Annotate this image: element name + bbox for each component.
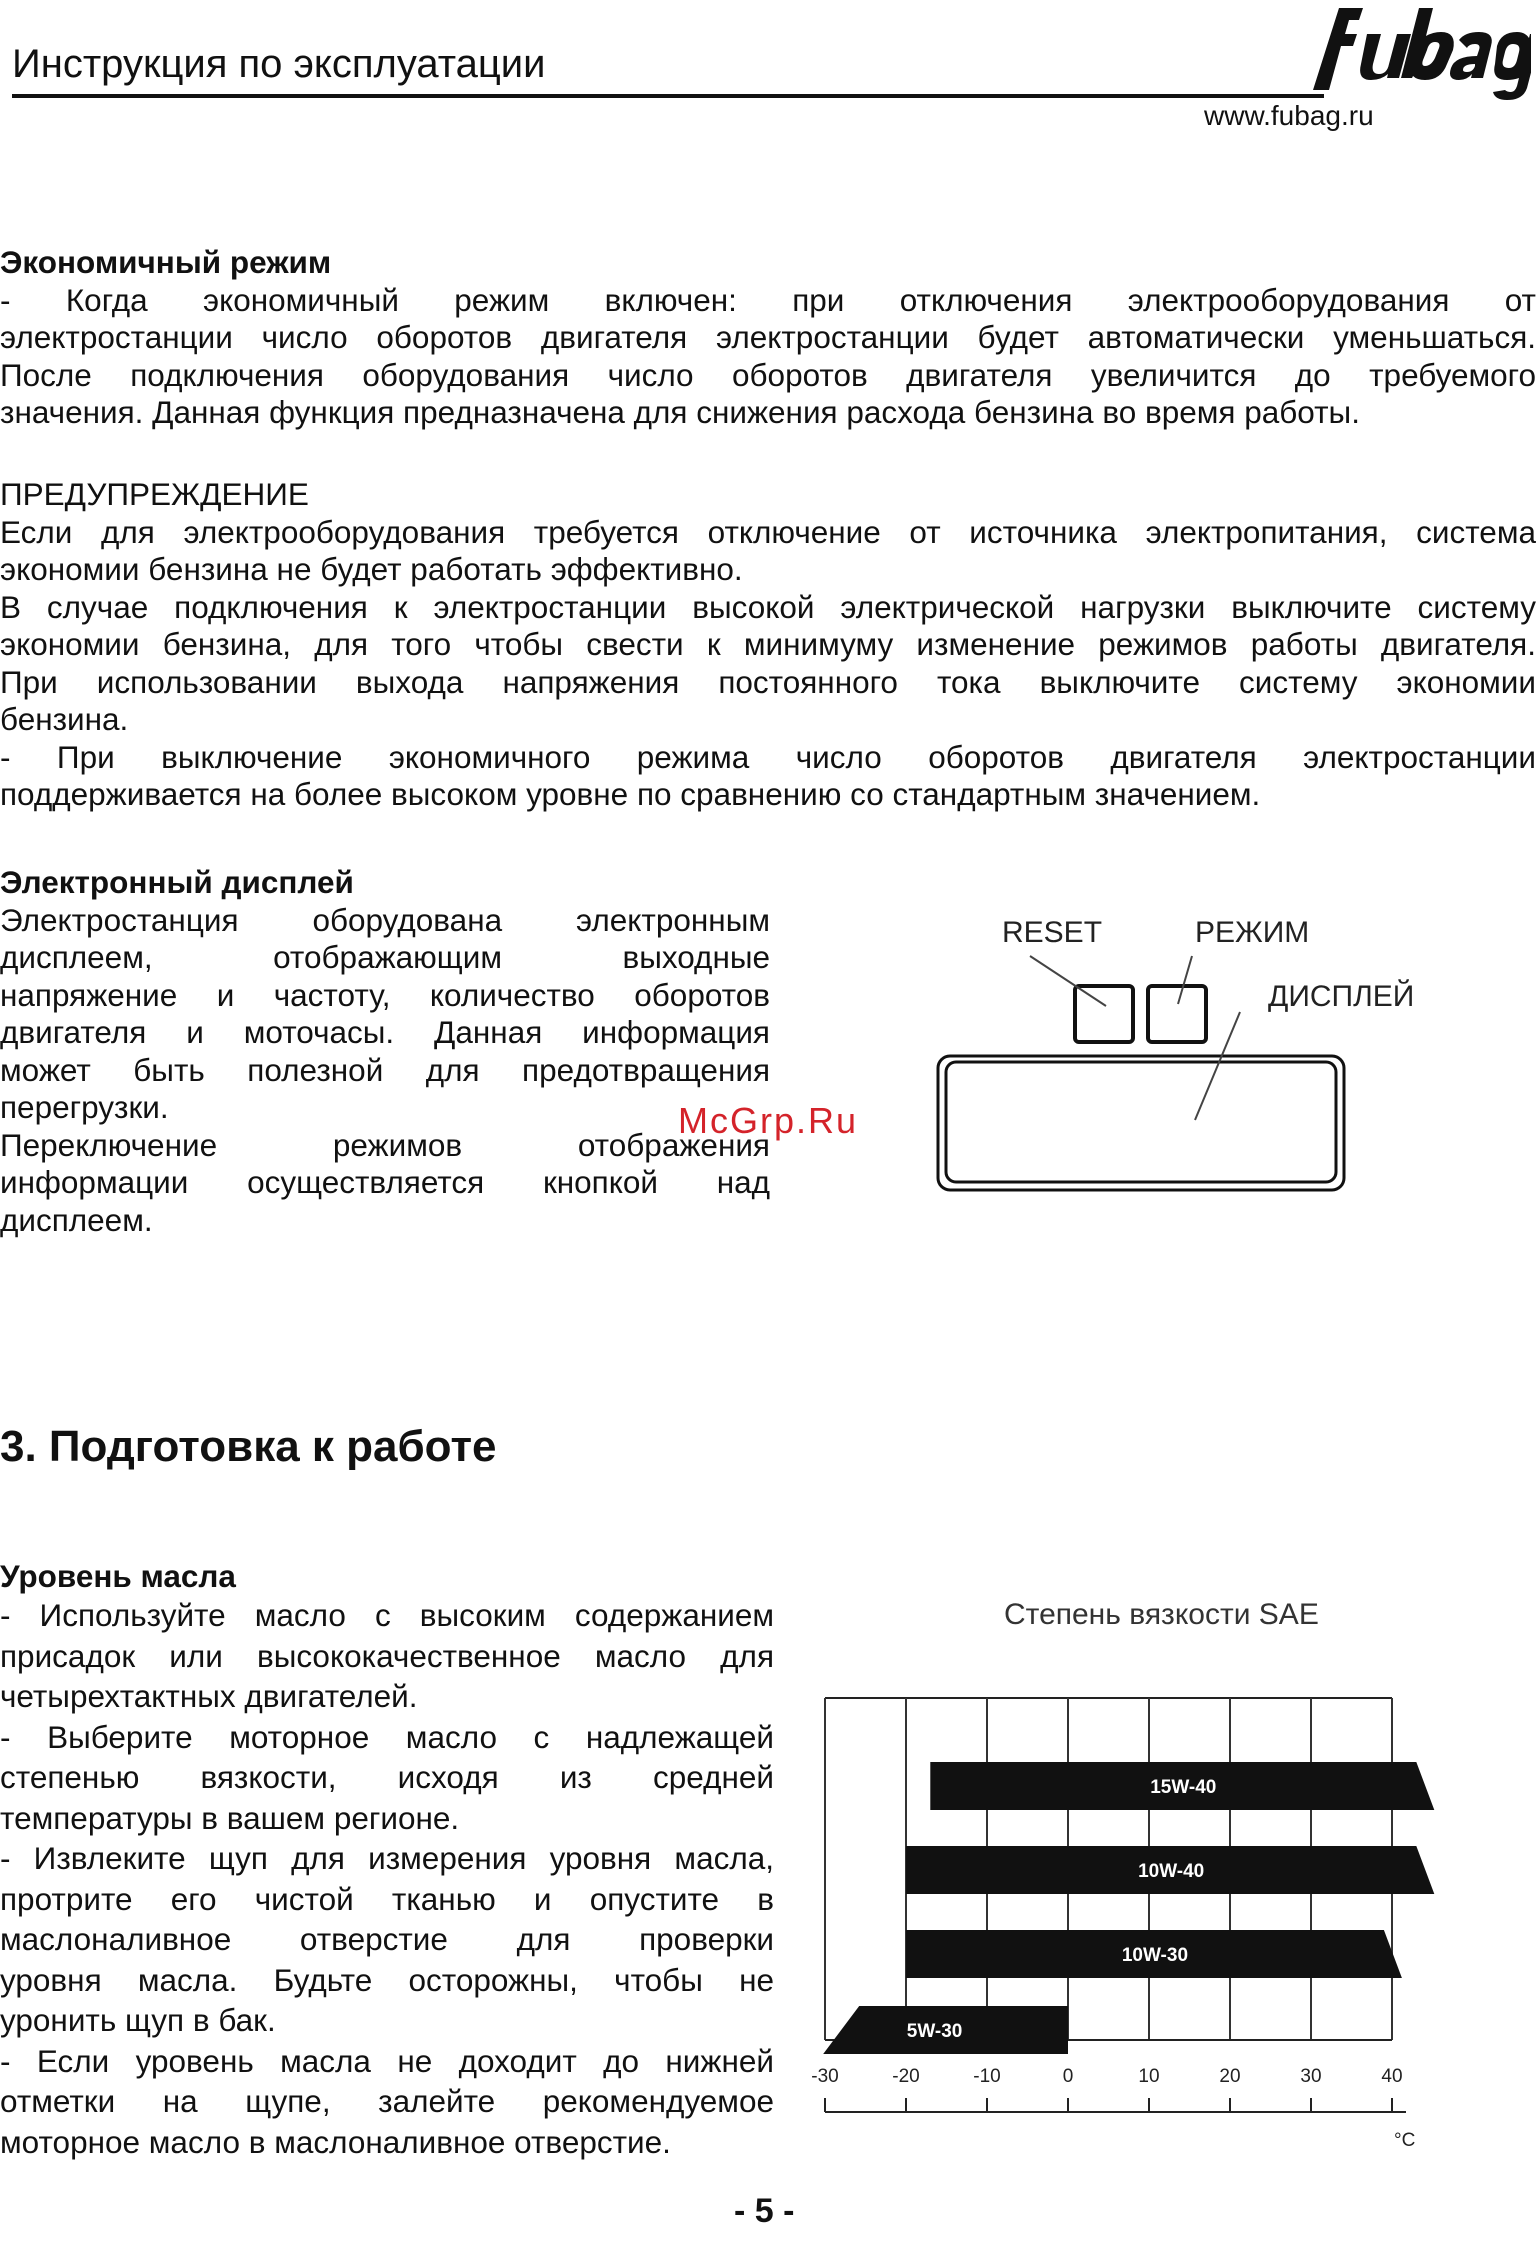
oil-line-9: маслоналивное отверстие для проверки [0,1921,774,1957]
oil-line-5: степенью вязкости, исходя из средней [0,1759,774,1795]
tick-label: 40 [1381,2066,1403,2087]
chart-title: Степень вязкости SAE [1004,1598,1319,1631]
eco-line-2: электростанции число оборотов двигателя электростанции будет автоматически уменьшаться. [0,319,1536,355]
warning-heading: ПРЕДУПРЕЖДЕНИЕ [0,476,309,512]
warning-line-1: Если для электрооборудования требуется отключение от источника электропитания, система [0,513,1536,550]
viscosity-chart [800,1680,1520,2160]
warning-line-5: При использовании выхода напряжения постоянного тока выключите систему экономии [0,663,1536,700]
display-line-8: информации осуществляется кнопкой над [0,1164,770,1200]
mode-label: РЕЖИМ [1195,916,1310,949]
oil-line-13: отметки на щупе, залейте рекомендуемое [0,2083,774,2119]
page-number: - 5 - [734,2192,795,2230]
oil-line-2: присадок или высококачественное масло для [0,1637,774,1674]
display-line-9: дисплеем. [0,1201,153,1238]
display-label: ДИСПЛЕЙ [1268,980,1415,1013]
tick-label: 30 [1300,2066,1322,2087]
eco-mode-section [0,244,1536,432]
oil-line-11: уронить щуп в бак. [0,2002,276,2038]
oil-line-12: - Если уровень масла не доходит до нижней [0,2042,774,2079]
header-rule [12,94,1324,98]
oil-line-4: - Выберите моторное масло с надлежащей [0,1718,774,1755]
reset-label: RESET [1002,916,1103,949]
oil-line-10: уровня масла. Будьте осторожны, чтобы не [0,1961,774,1998]
tick-label: 0 [1062,2066,1074,2087]
oil-line-3: четырехтактных двигателей. [0,1678,418,1714]
warning-line-6: бензина. [0,701,129,737]
tick-label: -20 [892,2066,920,2087]
display-outer-frame [938,1056,1344,1190]
warning-line-8: поддерживается на более высоком уровне по сравнению со стандартным значением. [0,776,1261,812]
bar-label: 10W-30 [1121,1945,1189,1966]
reset-button-shape [1075,986,1133,1042]
website-url: www.fubag.ru [1204,100,1374,131]
display-line-3: напряжение и частоту, количество оборотов [0,976,770,1013]
bar-label: 10W-40 [1138,1861,1205,1882]
tick-label: 10 [1138,2066,1160,2087]
warning-line-7: - При выключение экономичного режима число оборотов двигателя электростанции [0,738,1536,775]
display-line-6: перегрузки. [0,1089,169,1125]
display-line-2: дисплеем, отображающим выходные [0,939,770,975]
oil-line-7: - Извлеките щуп для измерения уровня масла, [0,1840,774,1876]
tick-label: -30 [811,2066,839,2087]
document-title: Инструкция по эксплуатации [12,42,546,86]
warning-line-4: экономии бензина, для того чтобы свести к минимуму изменение режимов работы двигателя. [0,626,1536,662]
tick-label: -10 [973,2066,1001,2087]
bar-label: 5W-30 [906,2021,963,2042]
axis-unit-label: °C [1394,2130,1416,2151]
oil-line-8: протрите его чистой тканью и опустите в [0,1880,774,1917]
fubag-logo [1301,0,1531,100]
display-section [0,864,770,1239]
eco-mode-heading: Экономичный режим [0,244,332,280]
section-3-heading: 3. Подготовка к работе [0,1422,497,1471]
display-inner-frame [946,1062,1336,1182]
bar-label: 15W-40 [1150,1777,1217,1798]
display-line-1: Электростанция оборудована электронным [0,901,770,938]
oil-section [0,1558,774,2162]
eco-line-4: значения. Данная функция предназначена для снижения расхода бензина во время работы. [0,394,1360,430]
oil-heading: Уровень масла [0,1558,236,1594]
display-line-5: может быть полезной для предотвращения [0,1051,770,1088]
warning-line-3: В случае подключения к электростанции высокой электрической нагрузки выключите систему [0,588,1536,625]
eco-line-1: - Когда экономичный режим включен: при отключения электрооборудования от [0,281,1536,318]
display-line-7: Переключение режимов отображения [0,1126,770,1163]
oil-line-6: температуры в вашем регионе. [0,1799,460,1836]
warning-section [0,476,1536,814]
tick-label: 20 [1219,2066,1241,2087]
mode-button-shape [1148,986,1206,1042]
oil-line-14: моторное масло в маслоналивное отверстие. [0,2123,671,2160]
display-heading: Электронный дисплей [0,864,354,900]
watermark: McGrp.Ru [678,1100,859,1141]
eco-line-3: После подключения оборудования число оборотов двигателя увеличится до требуемого [0,356,1536,393]
display-line-4: двигателя и моточасы. Данная информация [0,1014,770,1050]
warning-line-2: экономии бензина не будет работать эффективно. [0,551,743,587]
oil-line-1: - Используйте масло с высоким содержанием [0,1597,774,1633]
